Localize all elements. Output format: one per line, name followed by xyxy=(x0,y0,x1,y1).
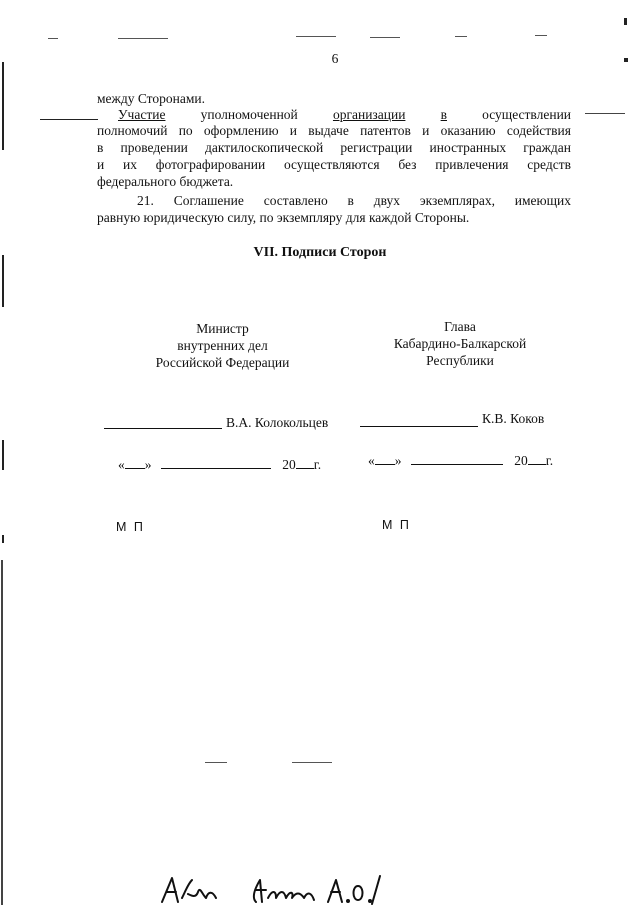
left-title-line: внутренних дел xyxy=(177,338,268,353)
quote-open: « xyxy=(368,453,375,468)
paragraph-20-line-1 xyxy=(118,106,571,123)
scan-dash xyxy=(296,36,336,37)
scan-mark-right-2 xyxy=(624,58,628,62)
handwritten-text xyxy=(0,0,1,1)
text-word: осуществлении xyxy=(482,107,572,122)
quote-close: » xyxy=(144,457,152,472)
scan-dash xyxy=(535,35,547,36)
left-year-suffix: г. xyxy=(313,457,322,472)
scan-dash xyxy=(48,38,58,39)
left-seal-placeholder: М П xyxy=(116,520,145,534)
quote-open: « xyxy=(118,457,125,472)
scan-dash xyxy=(585,113,625,114)
text-line: в проведении дактилоскопической регистрации иностранных граждан xyxy=(97,140,571,155)
left-year: 20 xyxy=(282,457,296,472)
page-number: 6 xyxy=(331,51,339,66)
text-line: и их фотографировании осуществляются без привлечения средств xyxy=(97,157,571,172)
scan-dash xyxy=(370,37,400,38)
text-line: между Сторонами. xyxy=(97,91,206,106)
quote-close: » xyxy=(394,453,402,468)
scan-mark-right-1 xyxy=(624,18,627,25)
scan-mark-left-1 xyxy=(2,62,4,150)
left-date-line xyxy=(118,456,321,473)
right-month-blank xyxy=(411,464,503,465)
right-seal-placeholder: М П xyxy=(382,518,411,532)
text-line: полномочий по оформлению и выдаче патентов и оказанию содействия xyxy=(97,123,571,138)
section-title: VII. Подписи Сторон xyxy=(253,245,387,260)
left-signatory-name: В.А. Колокольцев xyxy=(226,415,329,430)
right-title-line: Кабардино-Балкарской xyxy=(393,336,527,351)
scan-mark-left-4 xyxy=(2,535,4,543)
scan-dash xyxy=(40,119,98,120)
scan-mark-left-3 xyxy=(2,440,4,470)
right-title-line: Республики xyxy=(426,353,494,368)
text-word: уполномоченной xyxy=(200,107,298,122)
scan-dash xyxy=(118,38,168,39)
text-word: организации xyxy=(332,107,406,122)
scan-dash xyxy=(455,36,467,37)
left-title-line: Министр xyxy=(196,321,249,336)
scan-mark-left-2 xyxy=(2,255,4,307)
text-line: 21. Соглашение составлено в двух экземплярах, имеющих xyxy=(137,193,571,208)
left-signature-line xyxy=(104,428,222,429)
text-line: равную юридическую силу, по экземпляру для каждой Стороны. xyxy=(97,210,470,225)
text-word: в xyxy=(440,107,447,122)
scan-dash xyxy=(292,762,332,763)
handwritten-signature xyxy=(158,872,428,905)
left-month-blank xyxy=(161,468,271,469)
scan-mark-left-5 xyxy=(1,560,3,905)
text-line: федерального бюджета. xyxy=(97,174,234,189)
left-signatory-title xyxy=(120,320,325,371)
right-signature-line xyxy=(360,426,478,427)
right-date-line xyxy=(368,452,553,469)
right-title-line: Глава xyxy=(444,319,476,334)
right-year-suffix: г. xyxy=(545,453,554,468)
right-signatory-name: К.В. Коков xyxy=(482,411,545,426)
text-word: Участие xyxy=(118,107,166,122)
right-signatory-title xyxy=(360,318,560,369)
left-title-line: Российской Федерации xyxy=(155,355,290,370)
right-year: 20 xyxy=(514,453,528,468)
scan-dash xyxy=(205,762,227,763)
